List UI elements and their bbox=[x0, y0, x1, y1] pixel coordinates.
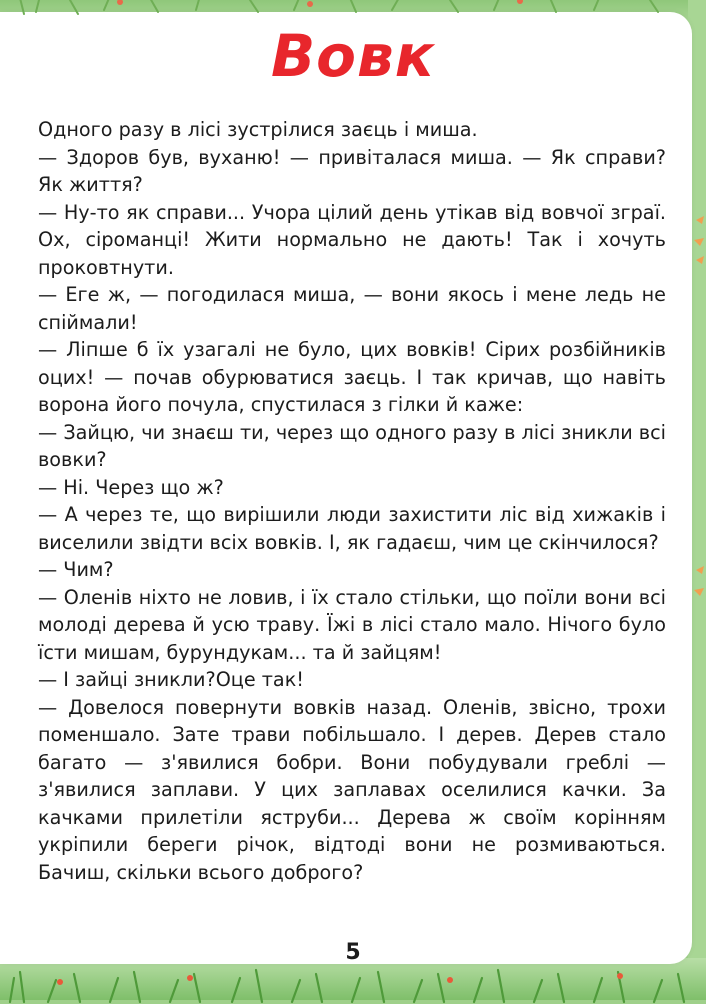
story-paragraph: — Довелося повернути вовків назад. Оленів, звісно, трохи поменшало. Зате трави побільшало. І дерев. Дерев стало багато — з'явилися бобри. Вони побудували греблі — з'явилися заплави. У цих заплавах оселилися качки. За качками прилетіли яструби... Дерева ж своїм корінням укріпили береги річок, відтоді вони не розмиваються. Бачиш, скільки всього доброго? bbox=[38, 695, 666, 884]
leaf-sprig-icon bbox=[676, 210, 706, 290]
page-number: 5 bbox=[345, 940, 361, 965]
story-paragraph: — Ну-то як справи... Учора цілий день утікав від вовчої зграї. Ох, сіроманці! Жити нормально не дають! Так і хочуть проковтнути. bbox=[38, 200, 666, 279]
story-paragraph: — Зайцю, чи знаєш ти, через що одного разу в лісі зникли всі вовки? bbox=[38, 420, 666, 471]
story-paragraph: — Ні. Через що ж? bbox=[38, 475, 224, 499]
story-paragraph: — Оленів ніхто не ловив, і їх стало стільки, що поїли вони всі молоді дерева й усю траву. Їжі в лісі стало мало. Нічого було їсти мишам, бурундукам... та й зайцям! bbox=[38, 585, 666, 664]
story-paragraph: — Ліпше б їх узагалі не було, цих вовків! Сірих розбійників оцих! — почав обурюватися заєць. І так кричав, що навіть ворона його почула, спустилася з гілки й каже: bbox=[38, 338, 666, 416]
leaf-sprig-icon bbox=[676, 560, 706, 640]
story-paragraph: Одного разу в лісі зустрілися заєць і миша. bbox=[38, 118, 478, 141]
story-paragraph: — Еге ж, — погодилася миша, — вони якось і мене ледь не спіймали! bbox=[38, 283, 666, 334]
page-title: Вовк bbox=[270, 22, 436, 90]
story-paragraph: — І зайці зникли?Оце так! bbox=[38, 668, 304, 691]
story-text bbox=[38, 116, 666, 886]
story-paragraph: — Чим? bbox=[38, 558, 114, 581]
story-paragraph: — Здоров був, вуханю! — привіталася миша. — Як справи? Як життя? bbox=[38, 145, 666, 196]
story-paragraph: — А через те, що вирішили люди захистити ліс від хижаків і виселили звідти всіх вовків. І, як гадаєш, чим це скінчилося? bbox=[38, 503, 666, 554]
